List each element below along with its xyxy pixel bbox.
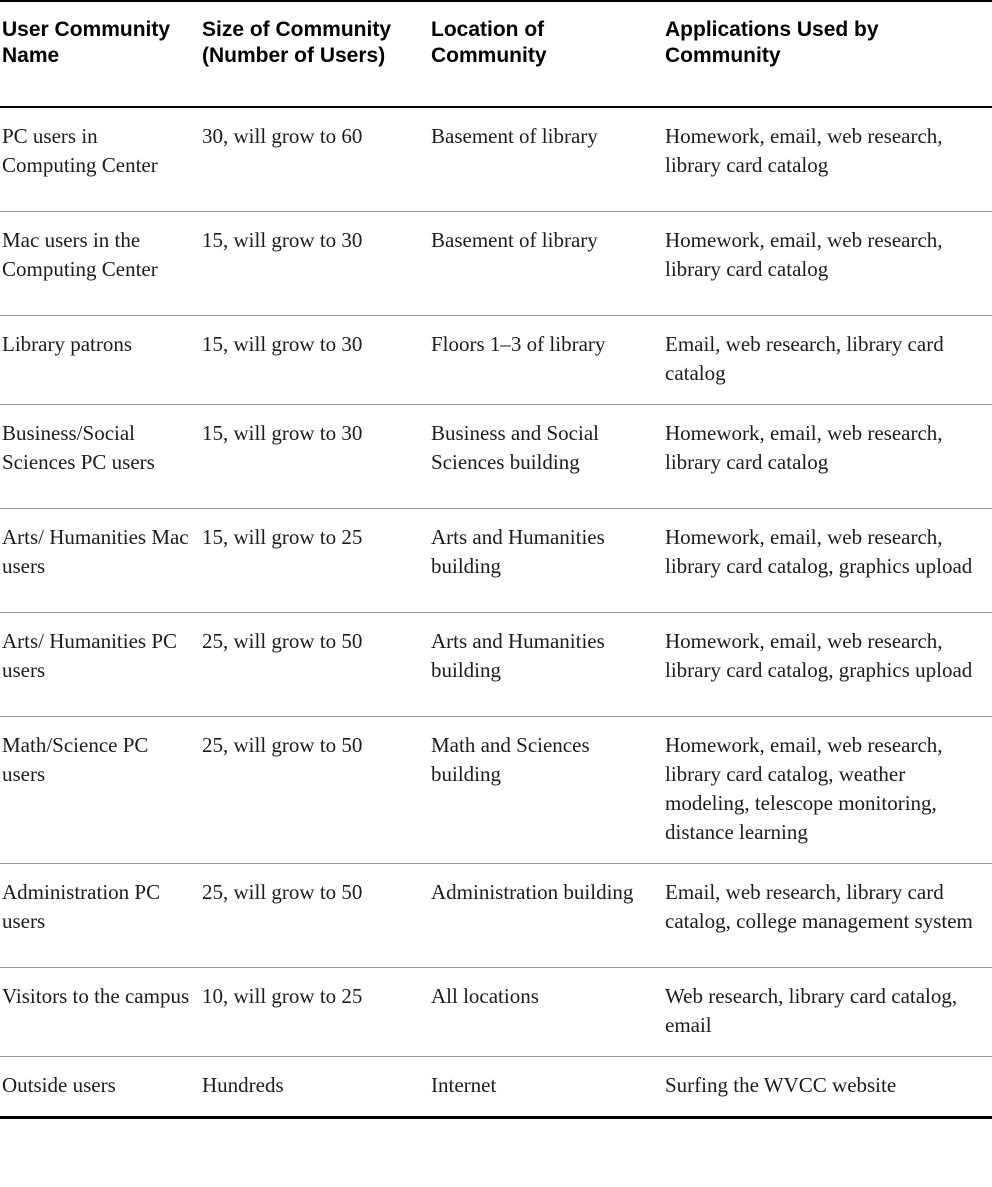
cell-community-size: 15, will grow to 30 bbox=[202, 420, 363, 445]
header-size-of-community: Size of Community (Number of Users) bbox=[202, 18, 392, 67]
cell-community-name: Outside users bbox=[2, 1072, 116, 1097]
header-user-community-name: User Community Name bbox=[2, 18, 171, 67]
cell-community-name: Library patrons bbox=[2, 331, 133, 356]
cell-community-applications: Homework, email, web research, library card catalog, graphics upload bbox=[665, 524, 973, 578]
cell-community-name: Arts/ Humanities PC users bbox=[2, 628, 178, 682]
cell-community-size: 15, will grow to 25 bbox=[202, 524, 363, 549]
cell-community-location: Basement of library bbox=[431, 227, 598, 252]
table-row bbox=[0, 107, 992, 211]
cell-community-location: Basement of library bbox=[431, 124, 598, 148]
header-applications-used: Applications Used by Community bbox=[665, 18, 879, 67]
cell-community-name: Administration PC users bbox=[2, 879, 161, 933]
cell-community-location: Administration building bbox=[431, 879, 634, 904]
table-row bbox=[0, 211, 992, 315]
cell-community-name: Math/Science PC users bbox=[2, 732, 149, 786]
cell-community-applications: Surfing the WVCC website bbox=[665, 1072, 897, 1097]
cell-community-size: 25, will grow to 50 bbox=[202, 732, 363, 757]
cell-community-location: All locations bbox=[431, 983, 539, 1008]
cell-community-size: 15, will grow to 30 bbox=[202, 331, 363, 356]
header-location-of-community: Location of Community bbox=[431, 18, 547, 67]
cell-community-name: Business/Social Sciences PC users bbox=[2, 420, 155, 474]
cell-community-size: 30, will grow to 60 bbox=[202, 124, 363, 148]
cell-community-name: Visitors to the campus bbox=[2, 983, 190, 1008]
cell-community-location: Arts and Humanities building bbox=[431, 628, 605, 682]
table-row bbox=[0, 1056, 992, 1117]
cell-community-name: Arts/ Humanities Mac users bbox=[2, 524, 189, 578]
cell-community-applications: Homework, email, web research, library card catalog, graphics upload bbox=[665, 628, 973, 682]
table-header-row bbox=[0, 1, 992, 107]
cell-community-size: 10, will grow to 25 bbox=[202, 983, 363, 1008]
cell-community-name: PC users in Computing Center bbox=[2, 124, 158, 177]
cell-community-name: Mac users in the Computing Center bbox=[2, 227, 158, 281]
cell-community-location: Internet bbox=[431, 1072, 497, 1097]
cell-community-applications: Email, web research, library card catalog bbox=[665, 331, 944, 385]
table-row bbox=[0, 315, 992, 404]
cell-community-location: Math and Sciences building bbox=[431, 732, 590, 786]
cell-community-applications: Homework, email, web research, library card catalog bbox=[665, 124, 943, 177]
table-row bbox=[0, 967, 992, 1056]
table-row bbox=[0, 716, 992, 863]
cell-community-location: Arts and Humanities building bbox=[431, 524, 605, 578]
cell-community-applications: Web research, library card catalog, email bbox=[665, 983, 958, 1037]
cell-community-applications: Homework, email, web research, library card catalog, weather modeling, telescope monitoring, distance learning bbox=[665, 732, 943, 844]
cell-community-applications: Homework, email, web research, library card catalog bbox=[665, 227, 943, 281]
cell-community-location: Floors 1–3 of library bbox=[431, 331, 606, 356]
table-row bbox=[0, 612, 992, 716]
cell-community-size: Hundreds bbox=[202, 1072, 284, 1097]
cell-community-size: 25, will grow to 50 bbox=[202, 628, 363, 653]
table-row bbox=[0, 863, 992, 967]
cell-community-location: Business and Social Sciences building bbox=[431, 420, 599, 474]
cell-community-size: 25, will grow to 50 bbox=[202, 879, 363, 904]
cell-community-applications: Homework, email, web research, library card catalog bbox=[665, 420, 943, 474]
cell-community-size: 15, will grow to 30 bbox=[202, 227, 363, 252]
cell-community-applications: Email, web research, library card catalog, college management system bbox=[665, 879, 973, 933]
table-row bbox=[0, 508, 992, 612]
table-row bbox=[0, 404, 992, 508]
